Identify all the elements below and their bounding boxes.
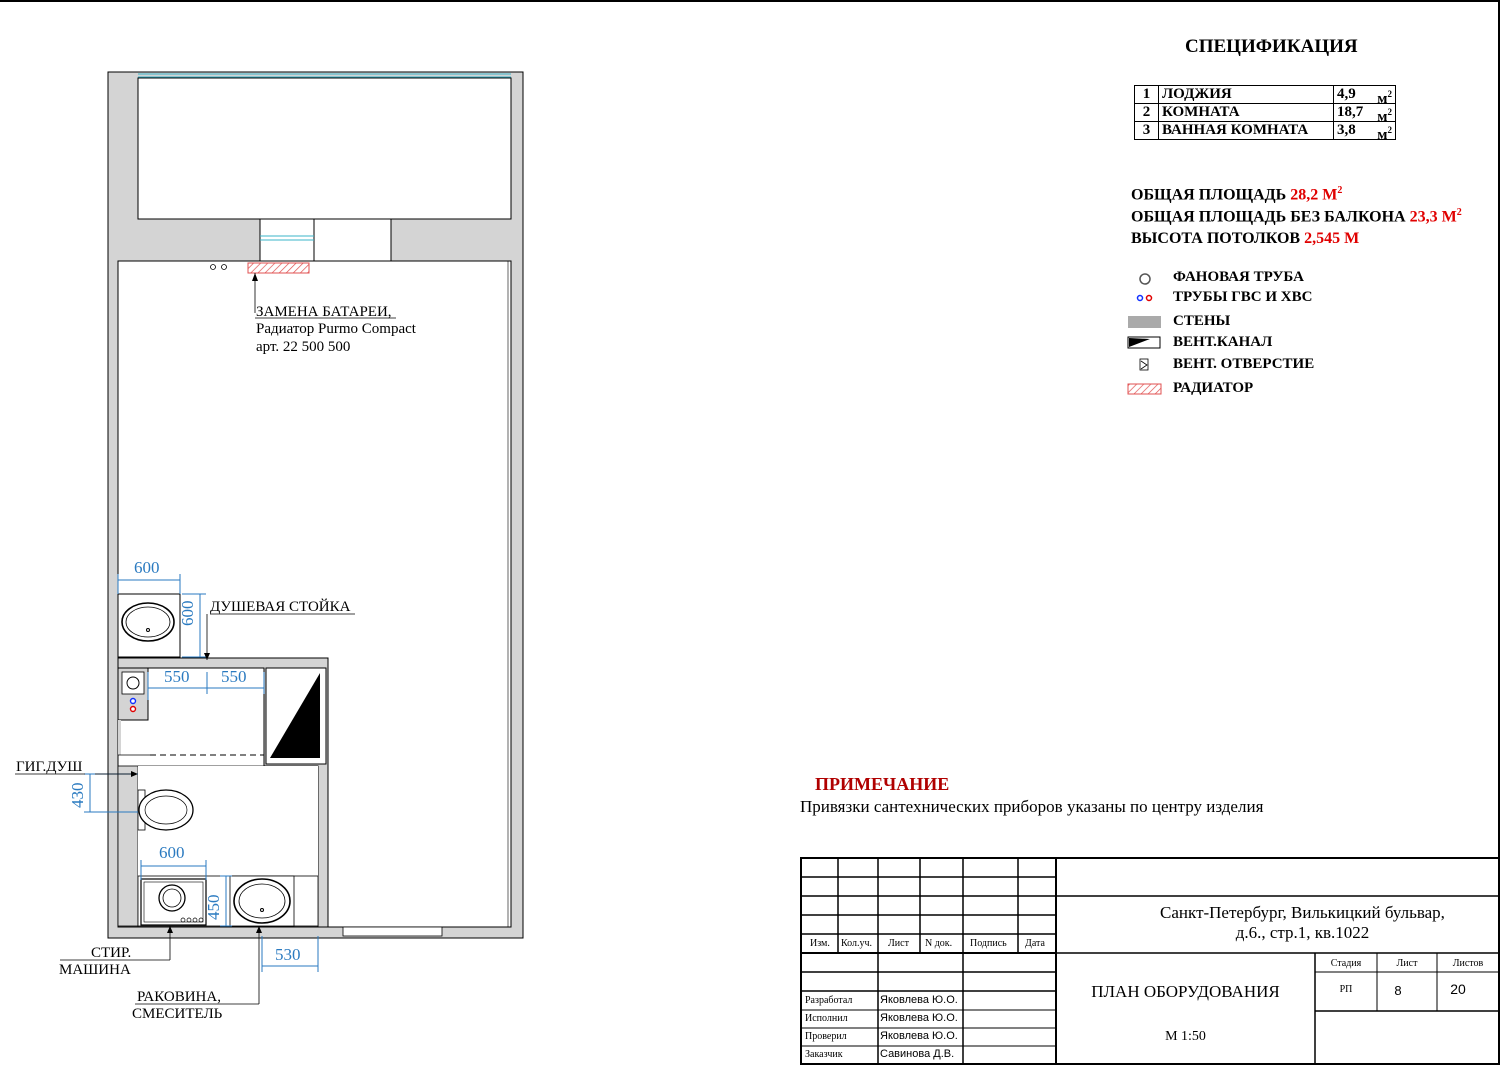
spec-name: ВАННАЯ КОМНАТА [1159, 122, 1334, 140]
role-label: Заказчик [805, 1049, 843, 1060]
sheet-title: ПЛАН ОБОРУДОВАНИЯ [1091, 982, 1280, 1001]
address-line-2: д.6., стр.1, кв.1022 [1235, 923, 1370, 942]
col-header: Подпись [970, 938, 1007, 949]
total-exp: 2 [1337, 185, 1343, 196]
sheet-value: 8 [1394, 983, 1402, 998]
spec-area: 4,9 [1337, 86, 1356, 102]
legend-label: ТРУБЫ ГВС И ХВС [1173, 289, 1313, 305]
washer-label-2: МАШИНА [59, 962, 131, 978]
ceiling-height [1131, 230, 1359, 248]
spec-row [1135, 104, 1396, 122]
total-value: 23,3 М [1409, 208, 1457, 226]
spec-title: СПЕЦИФИКАЦИЯ [1185, 36, 1358, 57]
legend-label: РАДИАТОР [1173, 380, 1254, 396]
sheet-header: Лист [1396, 958, 1418, 969]
spec-num: 3 [1135, 122, 1159, 140]
address-line-1: Санкт-Петербург, Вилькицкий бульвар, [1160, 903, 1445, 922]
dim-text: 600 [134, 558, 160, 577]
col-header: Изм. [810, 938, 830, 949]
spec-num: 1 [1135, 86, 1159, 104]
role-name: Яковлева Ю.О. [880, 1030, 958, 1042]
spec-unit: м [1377, 109, 1388, 125]
spec-name: КОМНАТА [1159, 104, 1334, 122]
col-header: Кол.уч. [841, 938, 873, 949]
spec-row [1135, 86, 1396, 104]
washer-label-1: СТИР. [91, 945, 132, 961]
dim-text: 550 [164, 667, 190, 686]
spec-exp: 2 [1387, 125, 1392, 135]
radiator-icon [1128, 384, 1161, 394]
spec-unit: м [1377, 91, 1388, 107]
total-exp: 2 [1456, 207, 1462, 218]
shower-rack-label: ДУШЕВАЯ СТОЙКА [210, 599, 351, 615]
total-area-no-balcony [1131, 207, 1462, 226]
bathroom-sink [230, 876, 294, 926]
role-label: Исполнил [805, 1013, 848, 1024]
col-header: Дата [1025, 938, 1045, 949]
radiator-label-3: арт. 22 500 500 [256, 339, 351, 355]
role-label: Проверил [805, 1031, 847, 1042]
sheets-header: Листов [1452, 958, 1484, 969]
spec-area: 18,7 [1337, 104, 1364, 120]
loggia-area [138, 78, 511, 219]
legend-label: СТЕНЫ [1173, 313, 1231, 329]
col-header: Лист [888, 938, 909, 949]
legend-label: ФАНОВАЯ ТРУБА [1173, 269, 1304, 285]
role-name: Савинова Д.В. [880, 1048, 955, 1060]
total-value: 28,2 М [1290, 186, 1338, 204]
total-label: ОБЩАЯ ПЛОЩАДЬ БЕЗ БАЛКОНА [1131, 208, 1406, 226]
wall-icon [1128, 316, 1161, 328]
legend-label: ВЕНТ.КАНАЛ [1173, 334, 1273, 350]
hygienic-shower-label: ГИГ.ДУШ [16, 759, 83, 775]
dim-text: 600 [178, 600, 197, 626]
col-header: N док. [925, 938, 953, 949]
sink-label-2: СМЕСИТЕЛЬ [132, 1006, 223, 1022]
note-text: Привязки сантехнических приборов указаны по центру изделия [800, 797, 1264, 816]
sink-label-1: РАКОВИНА, [137, 989, 221, 1005]
total-area [1131, 185, 1342, 204]
total-label: ОБЩАЯ ПЛОЩАДЬ [1131, 186, 1287, 204]
note-heading: ПРИМЕЧАНИЕ [815, 774, 950, 794]
radiator-label-2: Радиатор Purmo Compact [256, 321, 416, 337]
spec-area: 3,8 [1337, 122, 1356, 138]
role-label: Разработал [805, 995, 853, 1006]
spec-exp: 2 [1387, 89, 1392, 99]
pipes-icon [1138, 296, 1143, 301]
address [1056, 903, 1499, 943]
stage-header: Стадия [1330, 958, 1362, 969]
radiator-label-1: ЗАМЕНА БАТАРЕИ, [256, 304, 392, 320]
spec-name: ЛОДЖИЯ [1159, 86, 1334, 104]
dim-text: 550 [221, 667, 247, 686]
legend-label: ВЕНТ. ОТВЕРСТИЕ [1173, 356, 1315, 372]
toilet [138, 790, 193, 830]
sheets-value: 20 [1450, 981, 1466, 997]
circle-icon [1140, 274, 1150, 284]
role-name: Яковлева Ю.О. [880, 1012, 958, 1024]
stage-value: РП [1339, 984, 1353, 995]
scale: М 1:50 [1165, 1029, 1206, 1044]
dim-text: 530 [275, 945, 301, 964]
spec-table [1134, 85, 1396, 143]
spec-row [1135, 122, 1396, 140]
washing-machine [141, 879, 206, 925]
role-name: Яковлева Ю.О. [880, 994, 958, 1006]
radiator [248, 263, 309, 273]
spec-exp: 2 [1387, 107, 1392, 117]
dim-text: 450 [204, 894, 223, 920]
total-value: 2,545 М [1304, 230, 1360, 247]
dim-text: 600 [159, 843, 185, 862]
spec-num: 2 [1135, 104, 1159, 122]
spec-unit: м [1377, 127, 1388, 143]
total-label: ВЫСОТА ПОТОЛКОВ [1131, 230, 1301, 247]
dim-text: 430 [68, 782, 87, 808]
legend-icons [1128, 274, 1161, 394]
